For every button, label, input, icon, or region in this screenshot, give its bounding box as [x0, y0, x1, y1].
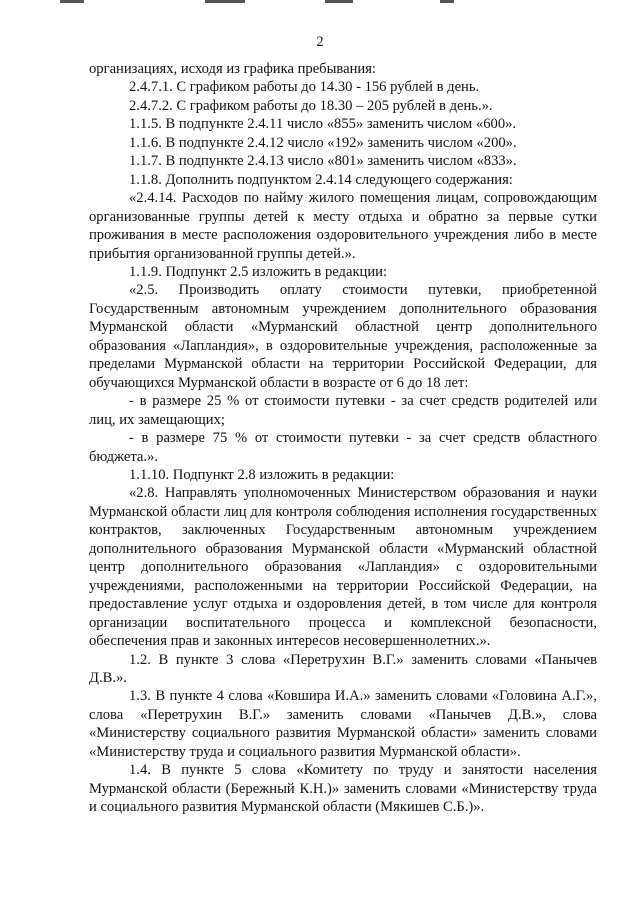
page-number: 2: [316, 34, 324, 50]
paragraph-3: 2.4.7.2. С графиком работы до 18.30 – 205 рублей в день.».: [129, 97, 493, 114]
paragraph-8: «2.4.14. Расходов по найму жилого помещения лицам, сопровождающим организованные группы детей к месту отдыха и обратно за первые сутки проживания в месте расположения оздоровительного учреждения либо в месте прибытия организованной группы детей.».: [89, 190, 597, 262]
scan-top-marks: [0, 0, 640, 8]
paragraph-1: организациях, исходя из графика пребывания:: [89, 61, 376, 77]
document-body: [89, 60, 597, 817]
paragraph-9: 1.1.9. Подпункт 2.5 изложить в редакции:: [129, 263, 388, 280]
paragraph-6: 1.1.7. В подпункте 2.4.13 число «801» заменить числом «833».: [129, 153, 517, 170]
paragraph-11: - в размере 25 % от стоимости путевки - за счет средств родителей или лиц, их замещающих;: [89, 393, 597, 428]
paragraph-5: 1.1.6. В подпункте 2.4.12 число «192» заменить числом «200».: [129, 134, 517, 151]
paragraph-15: 1.2. В пункте 3 слова «Перетрухин В.Г.» заменить словами «Панычев Д.В.».: [89, 651, 597, 686]
paragraph-12: - в размере 75 % от стоимости путевки - за счет средств областного бюджета.».: [89, 430, 597, 465]
paragraph-17: 1.4. В пункте 5 слова «Комитету по труду и занятости населения Мурманской области (Бережный К.Н.)» заменить словами «Министерству труда и социального развития Мурманской области (Мякишев С.Б.)».: [89, 762, 597, 816]
paragraph-16: 1.3. В пункте 4 слова «Ковшира И.А.» заменить словами «Головина А.Г.», слова «Перетрухин В.Г.» заменить словами «Панычев Д.В.», слова «Министерству социального развития Мурманской области» заменить словами «Министерству труда и социального развития Мурманской области».: [89, 688, 597, 760]
paragraph-2: 2.4.7.1. С графиком работы до 14.30 - 156 рублей в день.: [129, 79, 480, 96]
paragraph-4: 1.1.5. В подпункте 2.4.11 число «855» заменить числом «600».: [129, 116, 517, 133]
paragraph-13: 1.1.10. Подпункт 2.8 изложить в редакции:: [129, 466, 395, 483]
paragraph-14: «2.8. Направлять уполномоченных Министерством образования и науки Мурманской области лиц для контроля соблюдения исполнения государственных контрактов, заключенных Государственным автономным учреждением дополнительного образования Мурманской области «Мурманский областной центр дополнительного образования «Лапландия» с оздоровительными учреждениями, расположенными на территории Российской Федерации, на предоставление услуг отдыха и оздоровления детей, в том числе для контроля организации воспитательного процесса и комплексной безопасности, обеспечения прав и законных интересов несовершеннолетних.».: [89, 485, 597, 650]
paragraph-10: «2.5. Производить оплату стоимости путевки, приобретенной Государственным автономным учреждением дополнительного образования Мурманской области «Мурманский областной центр дополнительного образования «Лапландия», в оздоровительные учреждения, расположенные за пределами Мурманской области на территории Российской Федерации, для обучающихся Мурманской области в возрасте от 6 до 18 лет:: [89, 282, 597, 391]
paragraph-7: 1.1.8. Дополнить подпунктом 2.4.14 следующего содержания:: [129, 171, 513, 188]
